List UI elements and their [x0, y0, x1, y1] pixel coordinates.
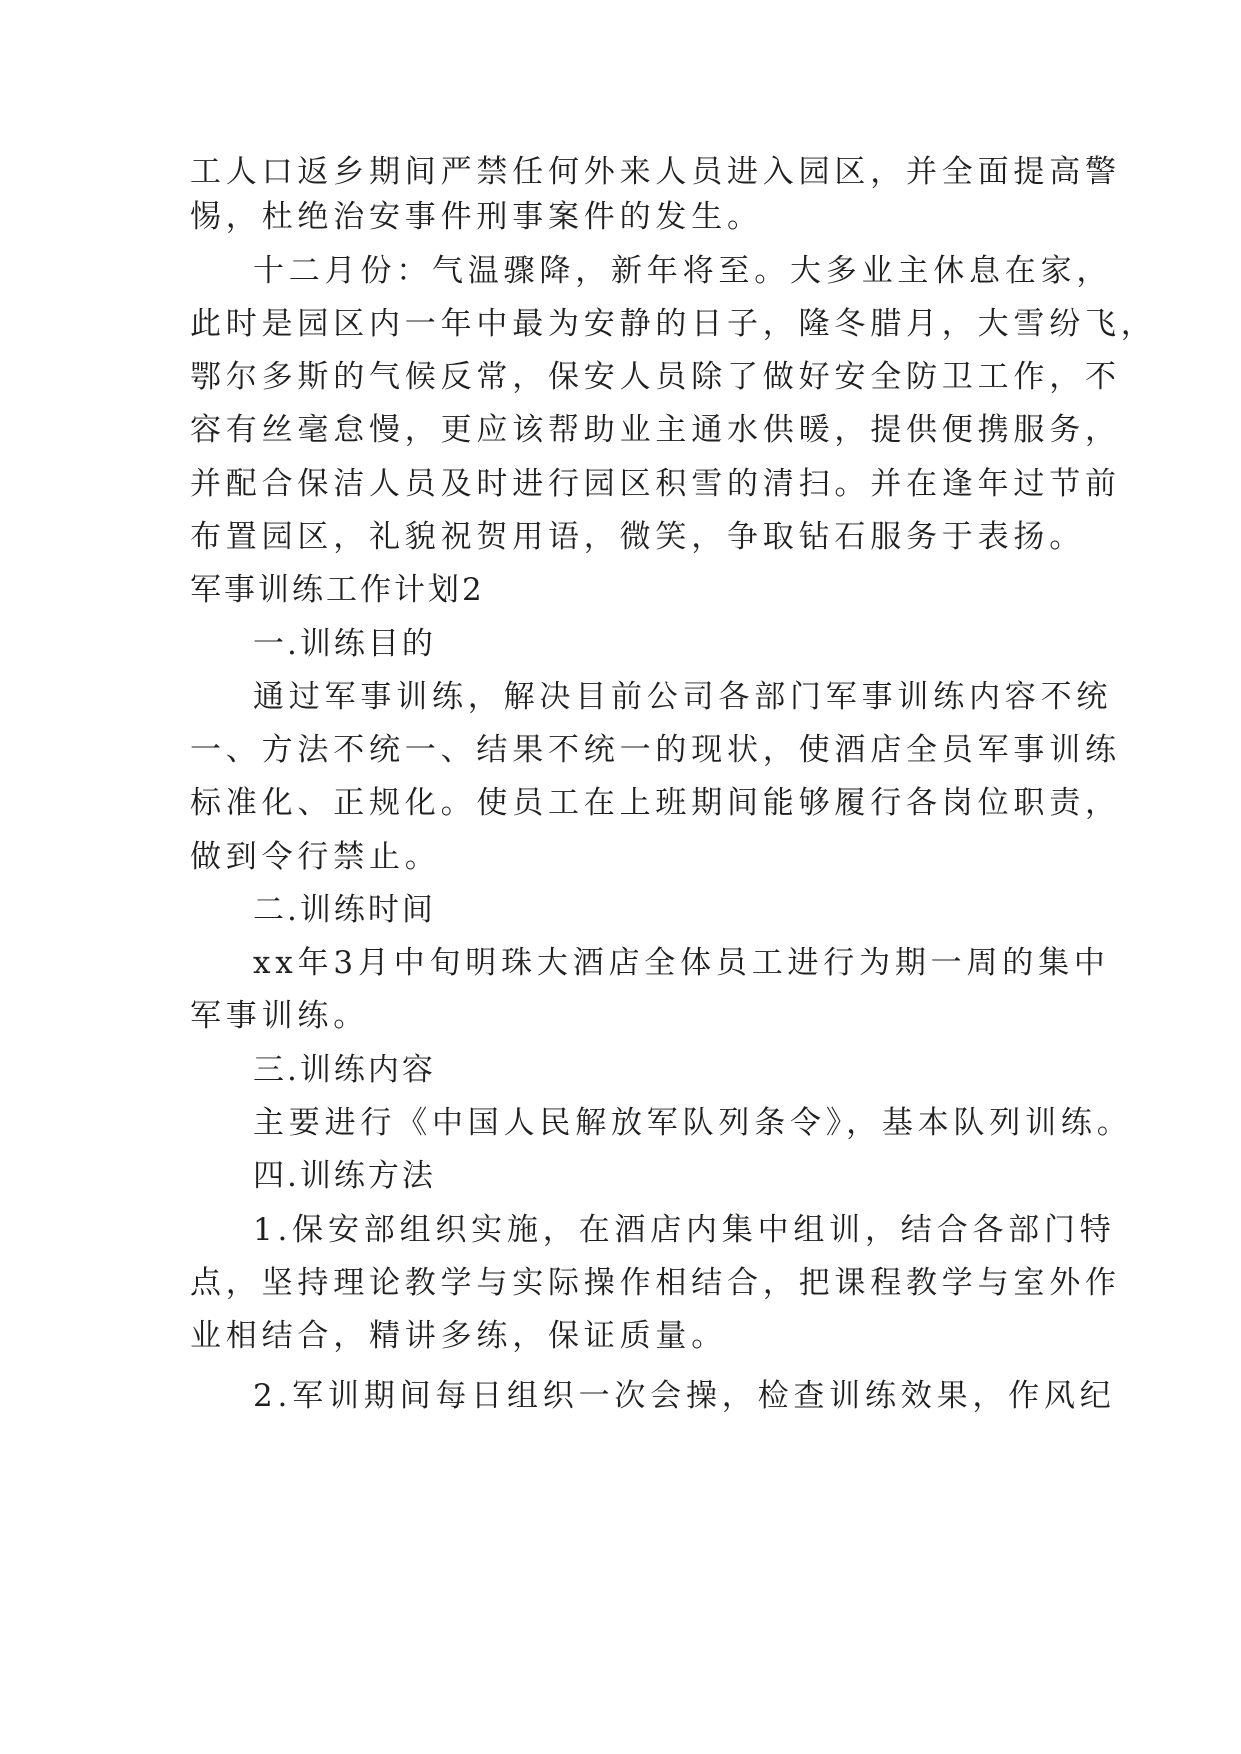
paragraph-line: 通过军事训练，解决目前公司各部门军事训练内容不统	[253, 679, 1113, 715]
paragraph-line: 布置园区，礼貌祝贺用语，微笑，争取钻石服务于表扬。	[190, 519, 1085, 555]
paragraph-line: 一、方法不统一、结果不统一的现状，使酒店全员军事训练	[190, 732, 1121, 768]
paragraph-line: 标准化、正规化。使员工在上班期间能够履行各岗位职责，	[190, 785, 1121, 821]
section-heading: 三.训练内容	[253, 1052, 436, 1088]
paragraph-line: 容有丝毫怠慢，更应该帮助业主通水供暖，提供便携服务，	[190, 412, 1121, 448]
paragraph-line: 工人口返乡期间严禁任何外来人员进入园区，并全面提高警	[190, 154, 1121, 190]
section-title: 军事训练工作计划2	[190, 572, 485, 608]
paragraph-line: 惕，杜绝治安事件刑事案件的发生。	[190, 199, 763, 235]
paragraph-line: 军事训练。	[190, 998, 369, 1034]
paragraph-line: 业相结合，精讲多练，保证质量。	[190, 1318, 727, 1354]
paragraph-line: 点，坚持理论教学与实际操作相结合，把课程教学与室外作	[190, 1265, 1121, 1301]
paragraph-line: 鄂尔多斯的气候反常，保安人员除了做好安全防卫工作，不	[190, 359, 1121, 395]
paragraph-line: 1.保安部组织实施，在酒店内集中组训，结合各部门特	[253, 1212, 1116, 1248]
paragraph-line: 十二月份：气温骤降，新年将至。大多业主休息在家，	[253, 253, 1113, 289]
paragraph-line: xx年3月中旬明珠大酒店全体员工进行为期一周的集中	[253, 945, 1110, 981]
section-heading: 二.训练时间	[253, 892, 436, 928]
section-heading: 一.训练目的	[253, 626, 436, 662]
section-heading: 四.训练方法	[253, 1158, 436, 1194]
paragraph-line: 主要进行《中国人民解放军队列条令》，基本队列训练。	[253, 1105, 1133, 1141]
paragraph-line: 2.军训期间每日组织一次会操，检查训练效果，作风纪	[253, 1378, 1116, 1414]
paragraph-line: 此时是园区内一年中最为安静的日子，隆冬腊月，大雪纷飞，	[190, 306, 1157, 342]
paragraph-line: 做到令行禁止。	[190, 839, 441, 875]
paragraph-line: 并配合保洁人员及时进行园区积雪的清扫。并在逢年过节前	[190, 466, 1121, 502]
